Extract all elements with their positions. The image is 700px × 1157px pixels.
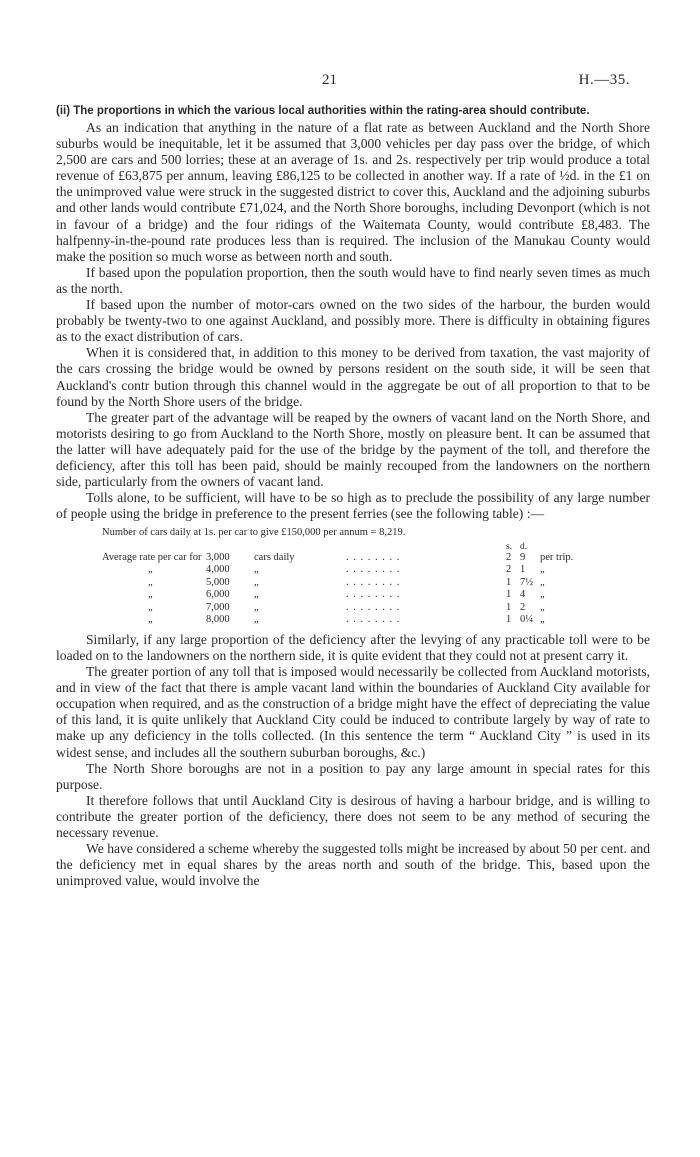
ditto-mark: „: [148, 614, 153, 626]
table-row: [56, 564, 650, 577]
ditto-mark: „: [148, 576, 153, 588]
paragraph: The greater portion of any toll that is imposed would necessarily be collected from Auckland motorists, and in view of the fact that there is ample vacant land within the boundaries of Auckland City available for occupation when required, and as the construction of a bridge might have the effect of depreciating the value of this land, it is quite unlikely that Auckland City could be induced to contribute largely by way of rate to make up any deficiency in the tolls collected. (In this sentence the term “ Auckland City ” is used in its widest sense, and includes all the southern suburban boroughs, &c.): [56, 664, 650, 760]
ditto-mark: „: [254, 614, 259, 626]
table-row: [56, 589, 650, 602]
document-reference: H.—35.: [578, 72, 630, 88]
row-pence: 4: [520, 589, 526, 601]
paragraph: If based upon the number of motor-cars owned on the two sides of the harbour, the burden would probably be twenty-two to one against Auckland, and possibly more. There is difficulty in obtaining figures as to the exact distribution of cars.: [56, 297, 650, 345]
row-leader-dots: . . . . . . . .: [346, 576, 401, 588]
row-pence: 7½: [520, 576, 534, 588]
row-shillings: 1: [506, 576, 512, 588]
page-number: 21: [322, 72, 337, 88]
row-cars: 7,000: [206, 601, 230, 613]
row-cars: 4,000: [206, 564, 230, 576]
row-shillings: 2: [506, 564, 512, 576]
ditto-mark: „: [148, 564, 153, 576]
table-row: [56, 552, 650, 565]
row-cars: 3,000: [206, 551, 230, 563]
table-caption: Number of cars daily at 1s. per car to give £150,000 per annum = 8,219.: [102, 527, 406, 539]
row-pence: 9: [520, 551, 526, 563]
ditto-mark: „: [540, 576, 545, 588]
ditto-mark: „: [540, 601, 545, 613]
row-pence: 1: [520, 564, 526, 576]
row-shillings: 1: [506, 614, 512, 626]
paragraph: The greater part of the advantage will be reaped by the owners of vacant land on the North Shore, and motorists desiring to go from Auckland to the North Shore, mostly on pleasure bent. It can be assumed that the latter will have adequately paid for the use of the bridge by the payment of the toll, and therefore the deficiency, after this toll has been paid, should be mainly recouped from the landowners on the northern side, particularly from the owners of vacant land.: [56, 409, 650, 490]
ditto-mark: „: [540, 564, 545, 576]
table-row: [56, 614, 650, 627]
ditto-mark: „: [254, 589, 259, 601]
ditto-mark: „: [540, 614, 545, 626]
paragraph: The North Shore boroughs are not in a position to pay any large amount in special rates for this purpose.: [56, 760, 650, 792]
page-header: [0, 72, 700, 92]
ditto-mark: „: [254, 601, 259, 613]
row-cars: 8,000: [206, 614, 230, 626]
paragraph: When it is considered that, in addition to this money to be derived from taxation, the vast majority of the cars crossing the bridge would be owned by persons resident on the south side, it will be seen that Auckland's contr bution through this channel would in the aggregate be out of all proportion to that to be found by the North Shore users of the bridge.: [56, 345, 650, 409]
pence-header: d.: [520, 541, 528, 552]
ditto-mark: „: [254, 576, 259, 588]
row-pence: 0¼: [520, 614, 534, 626]
row-leader-dots: . . . . . . . .: [346, 564, 401, 576]
row-shillings: 1: [506, 589, 512, 601]
shillings-header: s.: [506, 541, 513, 552]
row-per-trip: per trip.: [540, 551, 574, 563]
ditto-mark: „: [254, 564, 259, 576]
row-shillings: 2: [506, 551, 512, 563]
row-shillings: 1: [506, 601, 512, 613]
table-column-header: [56, 541, 650, 552]
ditto-mark: „: [540, 589, 545, 601]
paragraph: As an indication that anything in the nature of a flat rate as between Auckland and the North Shore suburbs would be inequitable, let it be assumed that 3,000 vehicles per day pass over the bridge, of which 2,500 are cars and 500 lorries; these at an average of 1s. and 2s. respectively per trip would produce a total revenue of £63,875 per annum, leaving £86,125 to be collected in another way. If a rate of ½d. in the £1 on the unimproved value were struck in the suggested district to cover this, Auckland and the adjoining suburbs and other lands would contribute £71,024, and the North Shore boroughs, including Devonport (which is not in favour of a bridge) and the four ridings of the Waitemata County, would contribute £8,483. The halfpenny-in-the-pound rate produces less than is required. The inclusion of the Manukau County would make the position so much worse as between north and south.: [56, 120, 650, 264]
paragraph: It therefore follows that until Auckland City is desirous of having a harbour bridge, and is willing to contribute the greater portion of the deficiency, there does not seem to be any method of securing the necessary revenue.: [56, 792, 650, 840]
table-row: [56, 577, 650, 590]
row-cars: 5,000: [206, 576, 230, 588]
table-row: [56, 602, 650, 615]
row-leader-dots: . . . . . . . .: [346, 601, 401, 613]
paragraph: We have considered a scheme whereby the suggested tolls might be increased by about 50 per cent. and the deficiency met in equal shares by the areas north and south of the bridge. This, based upon the unimproved value, would involve the: [56, 841, 650, 889]
row-label: Average rate per car for: [102, 551, 202, 563]
toll-table: [56, 527, 650, 627]
ditto-mark: „: [148, 589, 153, 601]
row-leader-dots: . . . . . . . .: [346, 614, 401, 626]
row-pence: 2: [520, 601, 526, 613]
paragraph: Similarly, if any large proportion of the deficiency after the levying of any practicable toll were to be loaded on to the landowners on the northern side, it is quite evident that they could not at present carry it.: [56, 631, 650, 663]
ditto-mark: „: [148, 601, 153, 613]
row-cars: 6,000: [206, 589, 230, 601]
page-body: [56, 103, 650, 889]
paragraph: Tolls alone, to be sufficient, will have to be so high as to preclude the possibility of any large number of people using the bridge in preference to the present ferries (see the following table) :—: [56, 490, 650, 522]
paragraph: If based upon the population proportion, then the south would have to find nearly seven times as much as the north.: [56, 264, 650, 296]
row-cars-word: cars daily: [254, 551, 295, 563]
row-leader-dots: . . . . . . . .: [346, 551, 401, 563]
row-leader-dots: . . . . . . . .: [346, 589, 401, 601]
section-heading: (ii) The proportions in which the various local authorities within the rating-area should contribute.: [56, 105, 590, 117]
